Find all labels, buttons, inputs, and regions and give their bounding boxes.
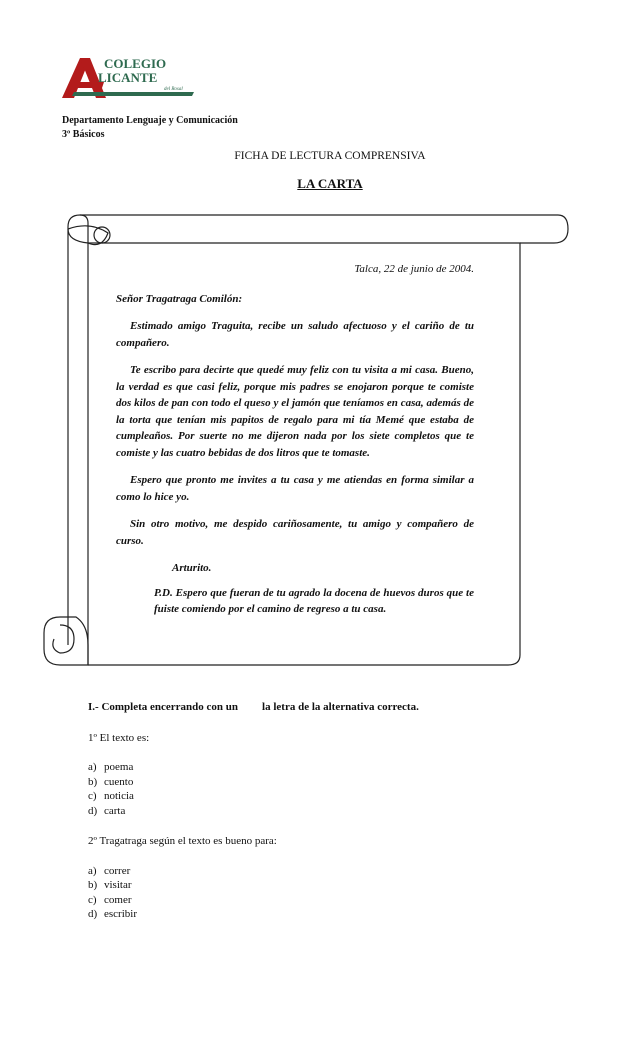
department-header — [62, 114, 238, 142]
logo-line1: COLEGIO — [104, 56, 167, 71]
options-list — [88, 760, 488, 818]
letter-paragraph: Espero que pronto me invites a tu casa y me atiendas en forma similar a como lo hice yo. — [116, 474, 474, 503]
question-prompt: 2º Tragatraga según el texto es bueno para: — [88, 835, 277, 847]
exercise-instruction — [88, 700, 488, 715]
document-title: LA CARTA — [297, 176, 363, 191]
grade-level: 3º Básicos — [62, 129, 105, 140]
letter-greeting: Señor Tragatraga Comilón: — [116, 292, 243, 305]
option-item[interactable]: b) cuento — [88, 775, 134, 788]
option-item[interactable]: c) noticia — [88, 790, 134, 802]
school-logo — [60, 52, 200, 102]
letter-signature: Arturito. — [172, 562, 212, 574]
document-subtitle: FICHA DE LECTURA COMPRENSIVA — [234, 150, 426, 162]
option-item[interactable]: a) correr — [88, 864, 131, 877]
logo-line3: del Rosal — [164, 87, 183, 92]
option-item[interactable]: b) visitar — [88, 879, 132, 891]
letter-body — [116, 261, 474, 618]
letter-paragraph: Estimado amigo Traguita, recibe un saludo afectuoso y el cariño de tu compañero. — [116, 320, 474, 349]
letter-paragraph: Te escribo para decirte que quedé muy feliz con tu visita a mi casa. Bueno, la verdad es que casi feliz, porque mis padres se enojaron porque te comiste dos kilos de pan con todo el queso y el jamón que teníamos en casa, además de la torta que tenían mis papitos de regalo para mi tía Memé que estaba de cumpleaños. Por suerte no me dijeron nada por los siete completos que te comiste y las cuatro bebidas de dos litros que te tomaste. — [116, 364, 474, 459]
instruction-part-b: la letra de la alternativa correcta. — [262, 701, 419, 713]
letter-paragraph: Sin otro motivo, me despido cariñosamente, tu amigo y compañero de curso. — [116, 518, 474, 547]
exercise-section — [88, 700, 488, 938]
option-item[interactable]: d) escribir — [88, 908, 137, 920]
question-prompt: 1º El texto es: — [88, 731, 150, 744]
options-list — [88, 864, 488, 922]
letter-date: Talca, 22 de junio de 2004. — [354, 263, 474, 275]
option-item[interactable]: d) carta — [88, 804, 126, 817]
letter-postscript: P.D. Espero que fueran de tu agrado la docena de huevos duros que te fuiste comiendo por el camino de regreso a tu casa. — [154, 586, 474, 615]
instruction-part-a: I.- Completa encerrando con un — [88, 701, 239, 713]
department-name: Departamento Lenguaje y Comunicación — [62, 115, 238, 126]
logo-line2: LICANTE — [98, 70, 158, 85]
option-item[interactable]: c) comer — [88, 893, 132, 906]
option-item[interactable]: a) poema — [88, 761, 134, 773]
